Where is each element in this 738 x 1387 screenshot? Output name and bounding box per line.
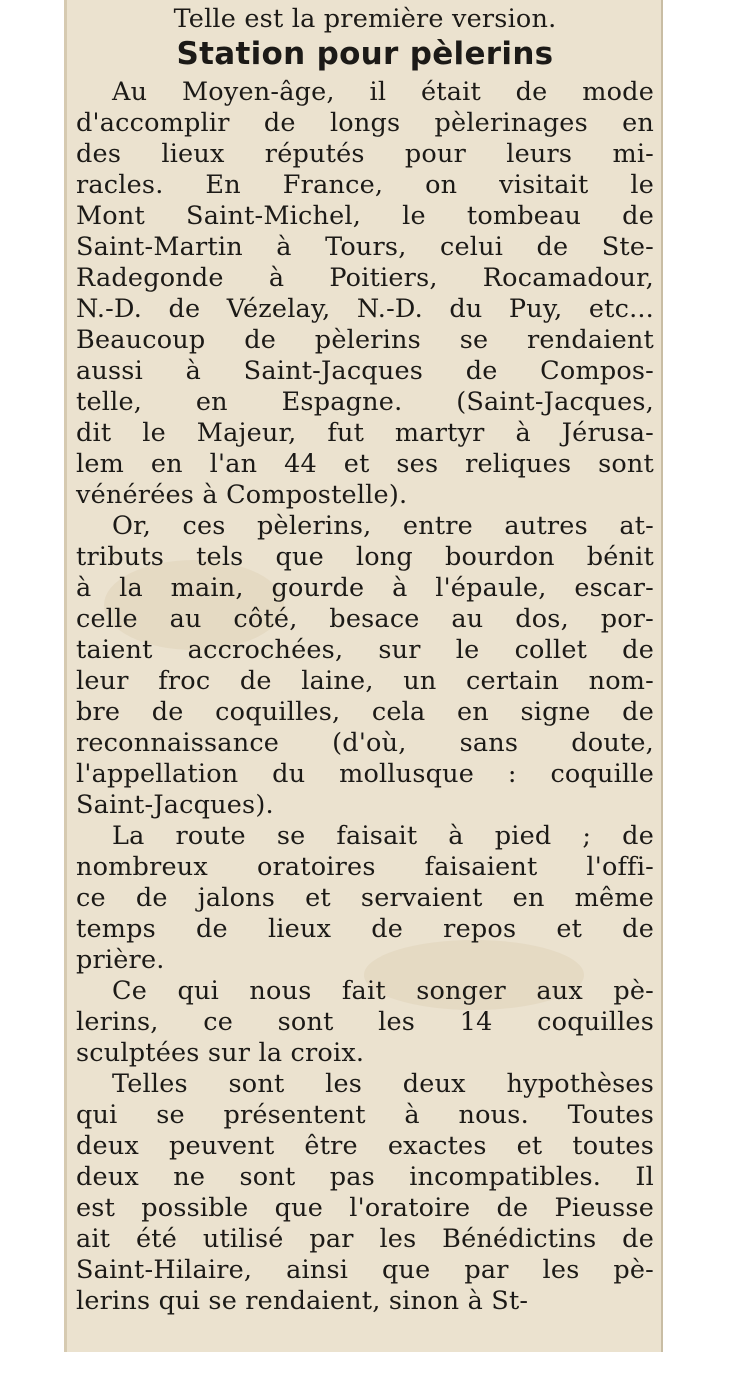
paragraph-line: Or, ces pèlerins, entre autres at- xyxy=(112,511,654,541)
paragraph xyxy=(76,821,654,976)
article-body xyxy=(76,77,654,1317)
paragraph xyxy=(76,511,654,821)
paragraph-line: prière. xyxy=(76,945,165,975)
paragraph-line: dit le Majeur, fut martyr à Jérusa- xyxy=(76,418,654,448)
paragraph-line: aussi à Saint-Jacques de Compos- xyxy=(76,356,654,386)
paragraph-line: sculptées sur la croix. xyxy=(76,1038,365,1068)
paragraph-line: Saint-Hilaire, ainsi que par les pè- xyxy=(76,1255,654,1285)
paragraph-line: des lieux réputés pour leurs mi- xyxy=(76,139,654,169)
paragraph-line: reconnaissance (d'où, sans doute, xyxy=(76,728,654,758)
paragraph-line: taient accrochées, sur le collet de xyxy=(76,635,654,665)
clipping-left-edge xyxy=(64,0,67,1352)
intro-line: Telle est la première version. xyxy=(173,4,557,34)
paragraph-line: Saint-Jacques). xyxy=(76,790,274,820)
paragraph xyxy=(76,1069,654,1317)
paragraph-line: lerins qui se rendaient, sinon à St- xyxy=(76,1286,529,1316)
paragraph-line: vénérées à Compostelle). xyxy=(76,480,408,510)
paragraph-line: temps de lieux de repos et de xyxy=(76,914,654,944)
paragraph xyxy=(76,976,654,1069)
paragraph-line: est possible que l'oratoire de Pieusse xyxy=(76,1193,654,1223)
paragraph-line: racles. En France, on visitait le xyxy=(76,170,654,200)
paragraph-line: deux ne sont pas incompatibles. Il xyxy=(76,1162,654,1192)
paragraph-line: nombreux oratoires faisaient l'offi- xyxy=(76,852,654,882)
paragraph-line: deux peuvent être exactes et toutes xyxy=(76,1131,654,1161)
paragraph-line: tributs tels que long bourdon bénit xyxy=(76,542,654,572)
paragraph-line: qui se présentent à nous. Toutes xyxy=(76,1100,654,1130)
newspaper-clipping xyxy=(64,0,663,1352)
paragraph-line: Telles sont les deux hypothèses xyxy=(112,1069,654,1099)
article-column xyxy=(76,4,654,1317)
paragraph xyxy=(76,77,654,511)
paragraph-line: N.-D. de Vézelay, N.-D. du Puy, etc... xyxy=(76,294,654,324)
paragraph-line: ce de jalons et servaient en même xyxy=(76,883,654,913)
article-headline: Station pour pèlerins xyxy=(176,36,554,72)
paragraph-line: d'accomplir de longs pèlerinages en xyxy=(76,108,654,138)
paragraph-line: Mont Saint-Michel, le tombeau de xyxy=(76,201,654,231)
paragraph-line: Beaucoup de pèlerins se rendaient xyxy=(76,325,654,355)
paragraph-line: lem en l'an 44 et ses reliques sont xyxy=(76,449,654,479)
paragraph-line: Radegonde à Poitiers, Rocamadour, xyxy=(76,263,654,293)
paragraph-line: ait été utilisé par les Bénédictins de xyxy=(76,1224,654,1254)
paragraph-line: lerins, ce sont les 14 coquilles xyxy=(76,1007,654,1037)
paragraph-line: bre de coquilles, cela en signe de xyxy=(76,697,654,727)
paragraph-line: La route se faisait à pied ; de xyxy=(112,821,654,851)
paragraph-line: leur froc de laine, un certain nom- xyxy=(76,666,654,696)
paragraph-line: l'appellation du mollusque : coquille xyxy=(76,759,654,789)
paragraph-line: celle au côté, besace au dos, por- xyxy=(76,604,654,634)
paragraph-line: à la main, gourde à l'épaule, escar- xyxy=(76,573,654,603)
paragraph-line: Au Moyen-âge, il était de mode xyxy=(112,77,654,107)
paragraph-line: Saint-Martin à Tours, celui de Ste- xyxy=(76,232,654,262)
paragraph-line: telle, en Espagne. (Saint-Jacques, xyxy=(76,387,654,417)
paragraph-line: Ce qui nous fait songer aux pè- xyxy=(112,976,654,1006)
